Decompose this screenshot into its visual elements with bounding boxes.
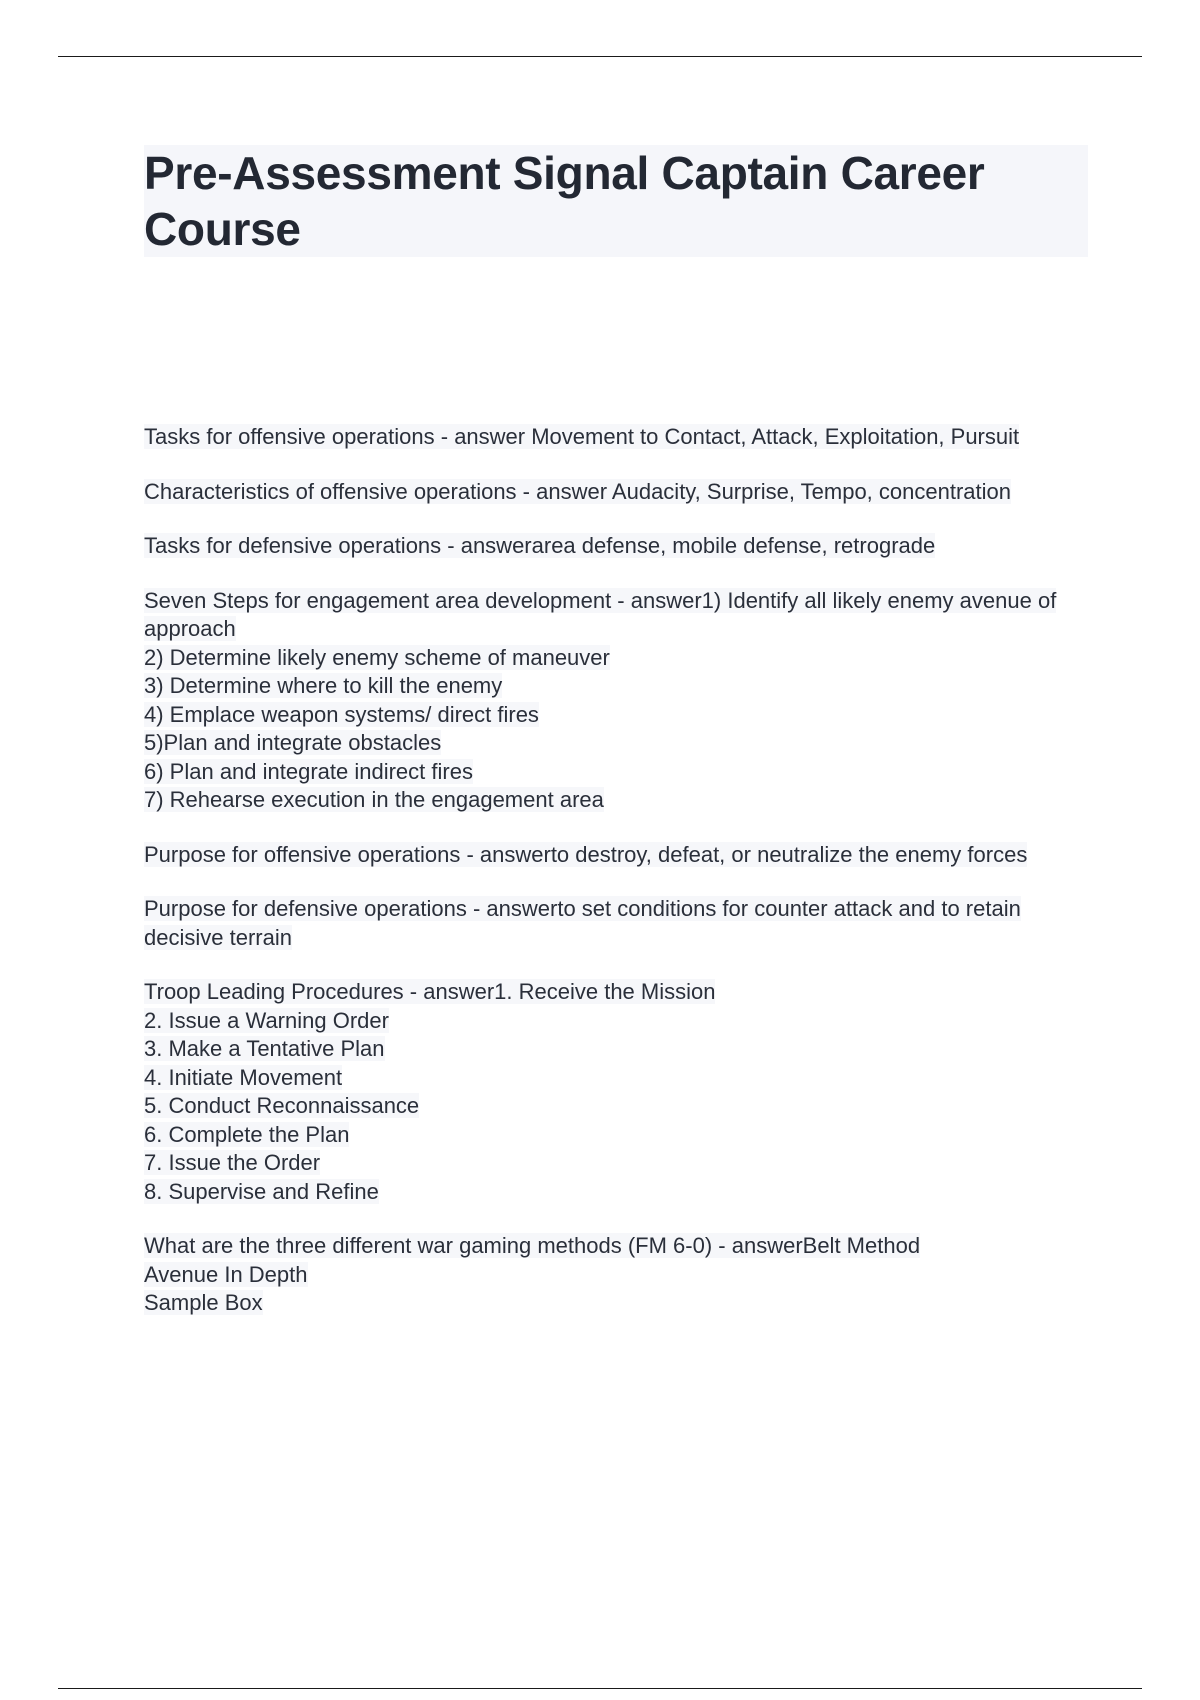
qa-item bbox=[144, 423, 1064, 452]
qa-text: Tasks for defensive operations - answerarea defense, mobile defense, retrograde bbox=[144, 533, 936, 558]
bottom-rule bbox=[58, 1688, 1142, 1689]
qa-item bbox=[144, 978, 1064, 1206]
top-rule bbox=[58, 56, 1142, 57]
title-block bbox=[144, 145, 1088, 257]
page-title: Pre-Assessment Signal Captain Career Course bbox=[144, 147, 985, 255]
qa-item bbox=[144, 1232, 1064, 1318]
qa-item bbox=[144, 841, 1064, 870]
qa-item bbox=[144, 532, 1064, 561]
qa-list bbox=[144, 423, 1064, 1344]
qa-text: Purpose for offensive operations - answerto destroy, defeat, or neutralize the enemy forces bbox=[144, 841, 1028, 867]
qa-text: What are the three different war gaming methods (FM 6-0) - answerBelt Method Avenue In Depth Sample Box bbox=[144, 1233, 921, 1315]
qa-text: Purpose for defensive operations - answerto set conditions for counter attack and to retain decisive terrain bbox=[144, 896, 1021, 950]
qa-text: Seven Steps for engagement area development - answer1) Identify all likely enemy avenue of approach 2) Determine likely enemy scheme of maneuver 3) Determine where to kill the enemy 4) Emplace weapon systems/ direct fires 5)Plan and integrate obstacles 6) Plan and integrate indirect fires 7) Rehearse execution in the engagement area bbox=[144, 587, 1057, 812]
qa-text: Tasks for offensive operations - answer Movement to Contact, Attack, Exploitation, Pursuit bbox=[144, 424, 1020, 449]
qa-text: Troop Leading Procedures - answer1. Receive the Mission 2. Issue a Warning Order 3. Make a Tentative Plan 4. Initiate Movement 5. Conduct Reconnaissance 6. Complete the Plan 7. Issue the Order 8. Supervise and Refine bbox=[144, 979, 716, 1204]
qa-item bbox=[144, 895, 1064, 952]
qa-item bbox=[144, 478, 1064, 507]
qa-item bbox=[144, 587, 1064, 815]
qa-text: Characteristics of offensive operations - answer Audacity, Surprise, Tempo, concentration bbox=[144, 478, 1011, 504]
